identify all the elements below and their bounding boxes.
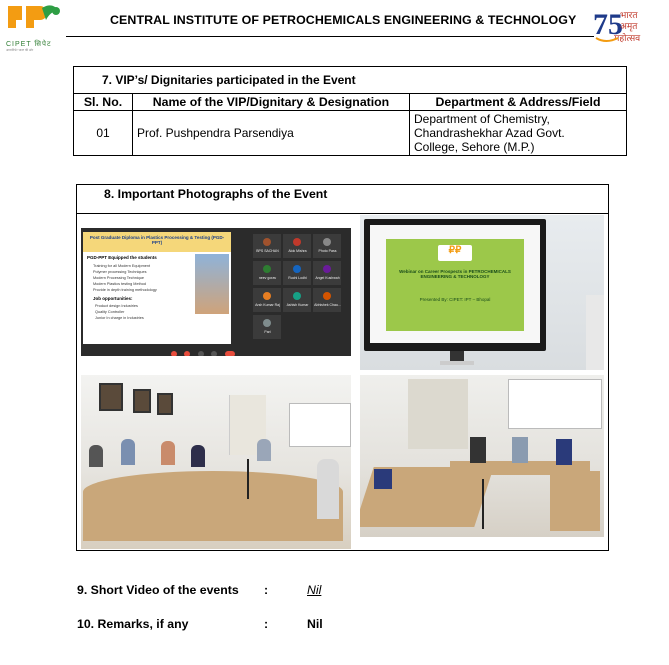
slide-heading: Post Graduate Diploma in Plastics Processing & Testing (PGD-PPT): [89, 235, 225, 245]
participant-tile: [283, 261, 311, 285]
short-video-link[interactable]: Nil: [307, 583, 322, 597]
row-department: [410, 111, 627, 156]
monitor-display: [370, 225, 540, 343]
slide-photo: [195, 254, 229, 314]
participant-name: Ruchi Lodhi: [288, 276, 307, 280]
photo-conference-room-right: [360, 375, 604, 537]
amrit-mahotsav-emblem: [592, 4, 652, 48]
participant-tile: [253, 315, 281, 339]
participant-tile: [313, 288, 341, 312]
photo-online-meeting: [81, 228, 351, 356]
participant-tile: [313, 234, 341, 258]
section10-colon: :: [264, 617, 269, 631]
participant-name: Angel Kushwah: [315, 276, 340, 280]
section10-value: Nil: [307, 617, 323, 631]
screen-cipet-logo: ₽₽: [438, 245, 472, 261]
row-vip-name: Prof. Pushpendra Parsendiya: [133, 111, 410, 156]
participant-grid: [253, 234, 349, 342]
monitor-frame: [364, 219, 546, 351]
emblem-text-2: अमृत: [620, 22, 638, 32]
section8-title: 8. Important Photographs of the Event: [104, 187, 328, 201]
participant-tile: [253, 288, 281, 312]
participant-tile: [253, 261, 281, 285]
section8-divider: [76, 213, 609, 214]
slide-subheading: PGD-PPT Equipped the students: [87, 255, 157, 260]
slide-job-heading: Job opportunities:: [93, 296, 133, 301]
participant-name: Alok Mishra: [288, 249, 307, 253]
slide-bullets: Training for all Modern Equipment Polymer processing Techniques Modern Processing Technique Modern Plastics testing Method Provide in depth training methodology: [93, 264, 157, 292]
section10-label: 10. Remarks, if any: [77, 617, 189, 631]
participant-name: Abhishek Chau...: [314, 303, 341, 307]
table-row: [74, 111, 627, 156]
presentation-slide: [83, 232, 231, 344]
screen-presenter: Presented By: CIPET: IPT – Bhopal: [419, 297, 491, 302]
emblem-text-3: महोत्सव: [614, 34, 641, 44]
participant-name: Photo Pass: [318, 249, 337, 253]
col-header-department: Department & Address/Field: [410, 94, 627, 111]
emblem-text-1: भारत: [620, 11, 638, 21]
slide-jobs: Product design Industries Quality Controller Junior In charge in Industries: [95, 304, 144, 320]
cipet-logo: [6, 2, 68, 54]
section9-value: [307, 583, 321, 597]
cipet-logo-mark: [6, 2, 68, 40]
header-divider: [66, 36, 594, 37]
page-header-title: CENTRAL INSTITUTE OF PETROCHEMICALS ENGINEERING & TECHNOLOGY: [110, 13, 577, 27]
section9-colon: :: [264, 583, 269, 597]
photo-projection-screen: [360, 215, 604, 370]
meeting-controls: [171, 344, 247, 352]
col-header-name: Name of the VIP/Dignitary & Designation: [133, 94, 410, 111]
participant-tile: [283, 288, 311, 312]
section7-title: 7. VIP’s/ Dignitaries participated in the Event: [74, 67, 627, 94]
participant-name: BPS SACHAN: [256, 249, 279, 253]
cipet-logo-tagline: आत्मनिर्भर भारत की ओर: [6, 48, 34, 52]
col-header-sl-no: Sl. No.: [74, 94, 133, 111]
participant-tile: [253, 234, 281, 258]
participant-name: Arsh Kumar Raj: [255, 303, 280, 307]
row-sl-no: 01: [74, 111, 133, 156]
dept-line-2: Chandrashekhar Azad Govt.: [414, 126, 565, 140]
dept-line-1: Department of Chemistry,: [414, 112, 550, 126]
azadi-ka-amrit-mahotsav-logo: [592, 4, 662, 48]
photo-conference-room-left: [81, 375, 351, 549]
vip-table: [73, 66, 627, 156]
section9-label: 9. Short Video of the events: [77, 583, 239, 597]
participant-name: Pari: [264, 330, 271, 334]
participant-tile: [313, 261, 341, 285]
participant-name: Ashish Kumar: [286, 303, 309, 307]
emblem-number: 75: [593, 8, 623, 41]
participant-name: neev gorav: [258, 276, 277, 280]
dept-line-3: College, Sehore (M.P.): [414, 140, 535, 154]
participant-tile: [283, 234, 311, 258]
screen-title: Webinar on Career Prospects in PETROCHEMICALS ENGINEERING & TECHNOLOGY: [399, 269, 511, 279]
cipet-logo-text: CIPET सिपेट: [6, 41, 52, 48]
